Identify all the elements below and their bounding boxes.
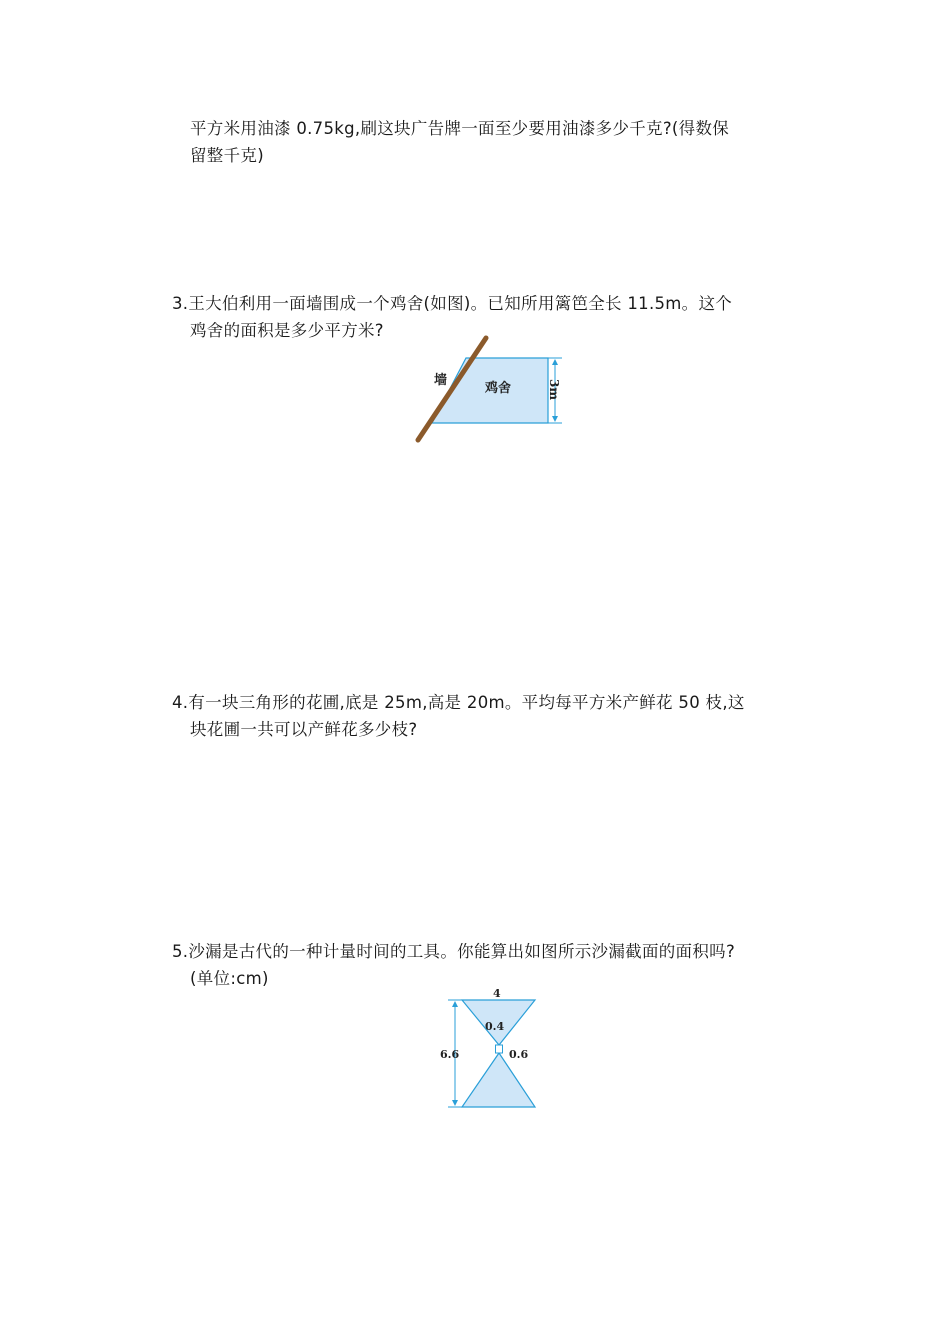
arrow-up-icon — [552, 359, 558, 365]
wall-label: 墙 — [434, 373, 448, 388]
total-height-label: 6.6 — [440, 1048, 460, 1061]
arrow-down-icon — [552, 416, 558, 422]
q2-line-1: 平方米用油漆 0.75kg,刷这块广告牌一面至少要用油漆多少千克?(得数保 — [190, 119, 730, 138]
arrow-up-icon — [452, 1001, 458, 1007]
arrow-down-icon — [452, 1100, 458, 1106]
q5-line-2: (单位:cm) — [190, 969, 269, 988]
question-5 — [172, 938, 735, 992]
hourglass-bottom-triangle — [462, 1053, 535, 1107]
q3-line-2: 鸡舍的面积是多少平方米? — [190, 321, 384, 340]
top-height-label: 0.4 — [485, 1020, 505, 1033]
q3-line-1: 3.王大伯利用一面墙围成一个鸡舍(如图)。已知所用篱笆全长 11.5m。这个 — [172, 294, 733, 313]
question-4 — [172, 689, 745, 743]
q5-line-1: 5.沙漏是古代的一种计量时间的工具。你能算出如图所示沙漏截面的面积吗? — [172, 942, 735, 961]
q4-line-2: 块花圃一共可以产鲜花多少枝? — [190, 720, 418, 739]
q2-line-2: 留整千克) — [190, 146, 264, 165]
coop-label: 鸡舍 — [485, 381, 512, 396]
hourglass-neck — [496, 1045, 503, 1053]
top-base-label: 4 — [493, 987, 501, 1000]
hourglass-figure — [435, 985, 545, 1115]
question-2-continued — [190, 115, 729, 169]
chicken-coop-figure — [400, 330, 580, 450]
height-label: 3m — [547, 379, 561, 401]
q4-line-1: 4.有一块三角形的花圃,底是 25m,高是 20m。平均每平方米产鲜花 50 枝,这 — [172, 693, 745, 712]
neck-width-label: 0.6 — [509, 1048, 529, 1061]
